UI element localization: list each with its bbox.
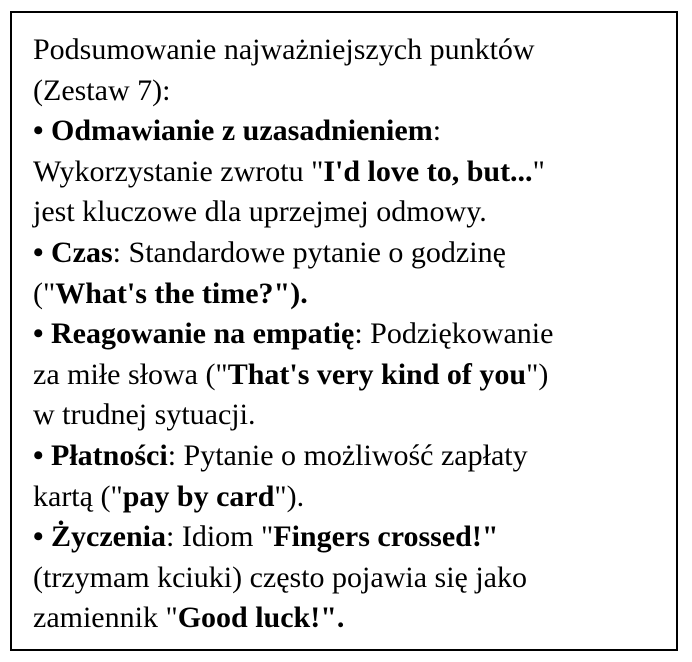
bullet-phrase: That's very kind of you — [227, 357, 527, 391]
bullet-continuation: (trzymam kciuki) często pojawia się jako — [33, 560, 527, 594]
bullet-term: Płatności — [51, 438, 168, 472]
bullet-text: : Podziękowanie — [354, 317, 554, 351]
bullet-item-refusal — [33, 111, 660, 152]
bullet-phrase: Fingers crossed!" — [273, 520, 499, 554]
bullet-text: zamiennik " — [33, 601, 178, 635]
bullet-continuation — [33, 274, 660, 315]
bullet-continuation — [33, 152, 660, 193]
bullet-item-wishes — [33, 517, 660, 558]
bullet-marker: • — [33, 438, 44, 472]
bullet-text: : — [432, 114, 442, 148]
bullet-item-time — [33, 233, 660, 274]
intro-line: (Zestaw 7): — [33, 73, 171, 107]
bullet-marker: • — [33, 317, 44, 351]
bullet-continuation: jest kluczowe dla uprzejmej odmowy. — [33, 195, 487, 229]
bullet-text: : Pytanie o możliwość zapłaty — [167, 438, 528, 472]
bullet-phrase: I'd love to, but... — [323, 154, 533, 188]
bullet-marker: • — [33, 235, 44, 269]
bullet-term: Czas — [51, 235, 113, 269]
bullet-marker: • — [33, 520, 44, 554]
bullet-item-payments — [33, 436, 660, 477]
bullet-item-empathy — [33, 314, 660, 355]
bullet-text: za miłe słowa (" — [33, 357, 228, 391]
bullet-text: : Idiom " — [166, 520, 274, 554]
bullet-term: Odmawianie z uzasadnieniem — [51, 114, 433, 148]
bullet-phrase: What's the time?"). — [55, 276, 308, 310]
bullet-phrase: Good luck!". — [177, 601, 345, 635]
bullet-text: ") — [526, 357, 549, 391]
bullet-continuation — [33, 477, 660, 518]
intro-line: Podsumowanie najważniejszych punktów — [33, 33, 535, 66]
bullet-term: Życzenia — [51, 520, 166, 554]
bullet-continuation — [33, 355, 660, 396]
bullet-text: : Standardowe pytanie o godzinę — [112, 235, 506, 269]
bullet-text: kartą (" — [33, 479, 123, 513]
bullet-term: Reagowanie na empatię — [51, 317, 355, 351]
bullet-continuation — [33, 598, 660, 639]
bullet-phrase: pay by card — [122, 479, 275, 513]
bullet-continuation: w trudnej sytuacji. — [33, 398, 256, 432]
bullet-text: "). — [274, 479, 305, 513]
bullet-text: Wykorzystanie zwrotu " — [33, 154, 324, 188]
bullet-text: (" — [33, 276, 56, 310]
bullet-text: " — [532, 154, 545, 188]
bullet-marker: • — [33, 114, 44, 148]
summary-card — [10, 11, 678, 651]
